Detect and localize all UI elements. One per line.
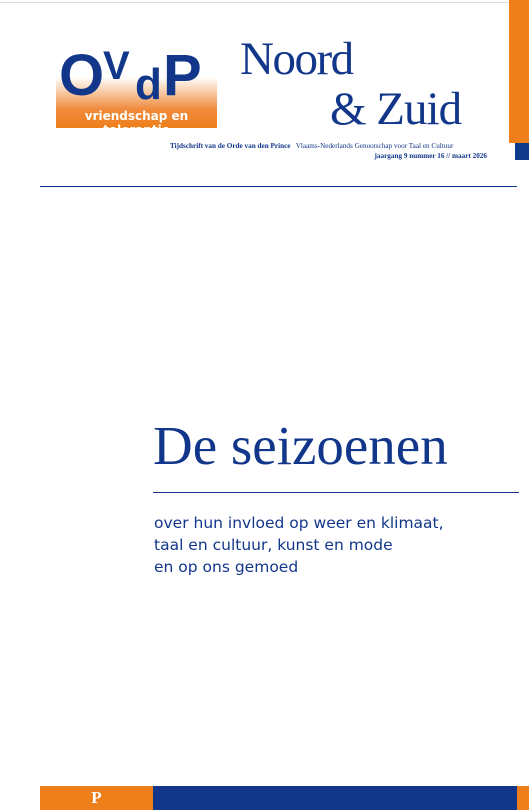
masthead-rule [40,186,517,187]
cover-title: De seizoenen [153,415,448,476]
tagline-publisher: Tijdschrift van de Orde van den Prince [170,142,291,150]
footer-p-mark: P [91,788,102,807]
footer-orange-edge [517,786,529,810]
cover-subtitle [154,512,494,578]
masthead-title-zuid: & Zuid [330,83,462,135]
blue-side-square [515,143,529,160]
logo-letter-v: V [103,44,130,88]
subtitle-line: taal en cultuur, kunst en mode [154,536,393,554]
logo-letter-d: d [135,60,162,109]
logo-subtitle: vriendschap en tolerantie [84,109,189,137]
top-rule [0,2,529,3]
logo-letter-p: P [163,43,202,108]
tagline-society: Vlaams-Nederlands Genootschap voor Taal en Cultuur [295,142,454,150]
issue-info: jaargang 9 nummer 16 // maart 2026 [374,152,487,160]
logo-letter-o: O [59,43,105,108]
orange-side-bar [509,0,529,143]
subtitle-line: en op ons gemoed [154,558,299,576]
ovdp-logo [56,43,217,137]
title-rule [153,492,519,493]
masthead-tagline [170,142,488,150]
subtitle-line: over hun invloed op weer en klimaat, [154,514,444,532]
footer-blue-bar [153,786,517,810]
masthead-title-noord: Noord [240,33,353,85]
